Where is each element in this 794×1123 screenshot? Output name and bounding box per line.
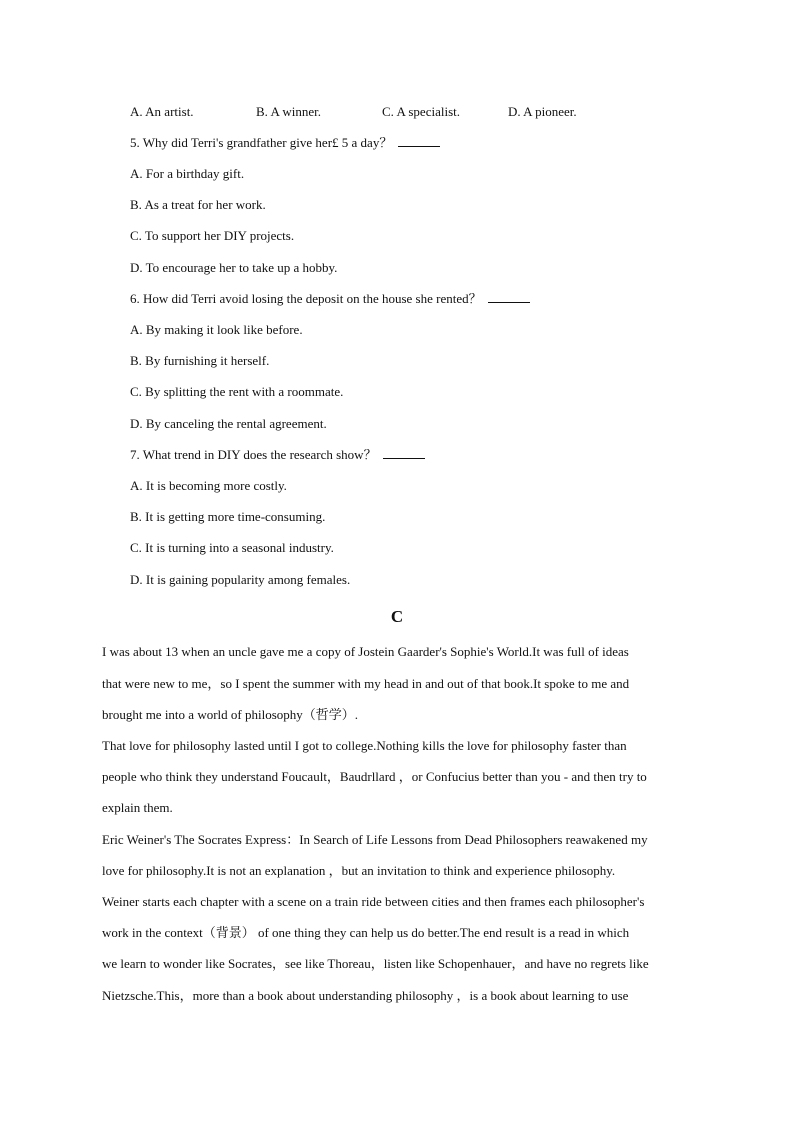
passage-line: brought me into a world of philosophy（哲学）.: [102, 707, 359, 722]
passage-line: love for philosophy.It is not an explanation ，but an invitation to think and experience philosophy.: [102, 863, 616, 878]
passage-line: I was about 13 when an uncle gave me a copy of Jostein Gaarder's Sophie's World.It was full of ideas: [102, 644, 629, 659]
question-5-option-b: B. As a treat for her work.: [130, 197, 266, 212]
passage-line: That love for philosophy lasted until I got to college.Nothing kills the love for philosophy faster than: [102, 738, 627, 753]
question-6-stem: 6. How did Terri avoid losing the deposit on the house she rented？: [130, 291, 530, 307]
answer-blank: [488, 291, 530, 303]
question-5-option-a: A. For a birthday gift.: [130, 166, 245, 181]
question-6-option-d: D. By canceling the rental agreement.: [130, 416, 327, 431]
section-heading: C: [390, 607, 404, 626]
passage-line: Eric Weiner's The Socrates Express：In Search of Life Lessons from Dead Philosophers reawakened my: [102, 832, 648, 847]
passage-line: work in the context（背景） of one thing they can help us do better.The end result is a read in which: [102, 925, 630, 940]
passage-line: that were new to me，so I spent the summer with my head in and out of that book.It spoke to me and: [102, 676, 630, 691]
question-6-option-a: A. By making it look like before.: [130, 322, 303, 337]
option-b: B. A winner.: [256, 104, 322, 119]
question-7-option-c: C. It is turning into a seasonal industry.: [130, 540, 334, 555]
answer-blank: [383, 447, 425, 459]
passage-line: Weiner starts each chapter with a scene on a train ride between cities and then frames each philosopher's: [102, 894, 645, 909]
answer-blank: [398, 135, 440, 147]
question-5-stem: 5. Why did Terri's grandfather give her£ 5 a day？: [130, 135, 440, 151]
question-5-option-c: C. To support her DIY projects.: [130, 228, 295, 243]
question-5-option-d: D. To encourage her to take up a hobby.: [130, 260, 338, 275]
question-7-option-b: B. It is getting more time-consuming.: [130, 509, 326, 524]
option-d: D. A pioneer.: [508, 104, 577, 119]
question-6-option-c: C. By splitting the rent with a roommate.: [130, 384, 344, 399]
option-a: A. An artist.: [130, 104, 194, 119]
passage-line: Nietzsche.This，more than a book about understanding philosophy ，is a book about learning to use: [102, 988, 629, 1003]
passage-line: explain them.: [102, 800, 173, 815]
passage-line: we learn to wonder like Socrates，see like Thoreau，listen like Schopenhauer，and have no regrets like: [102, 956, 649, 971]
question-7-option-a: A. It is becoming more costly.: [130, 478, 287, 493]
question-7-option-d: D. It is gaining popularity among females.: [130, 572, 351, 587]
option-c: C. A specialist.: [382, 104, 460, 119]
question-6-option-b: B. By furnishing it herself.: [130, 353, 270, 368]
question-7-stem: 7. What trend in DIY does the research show？: [130, 447, 425, 463]
passage-line: people who think they understand Foucault，Baudrllard ，or Confucius better than you - and then try to: [102, 769, 647, 784]
